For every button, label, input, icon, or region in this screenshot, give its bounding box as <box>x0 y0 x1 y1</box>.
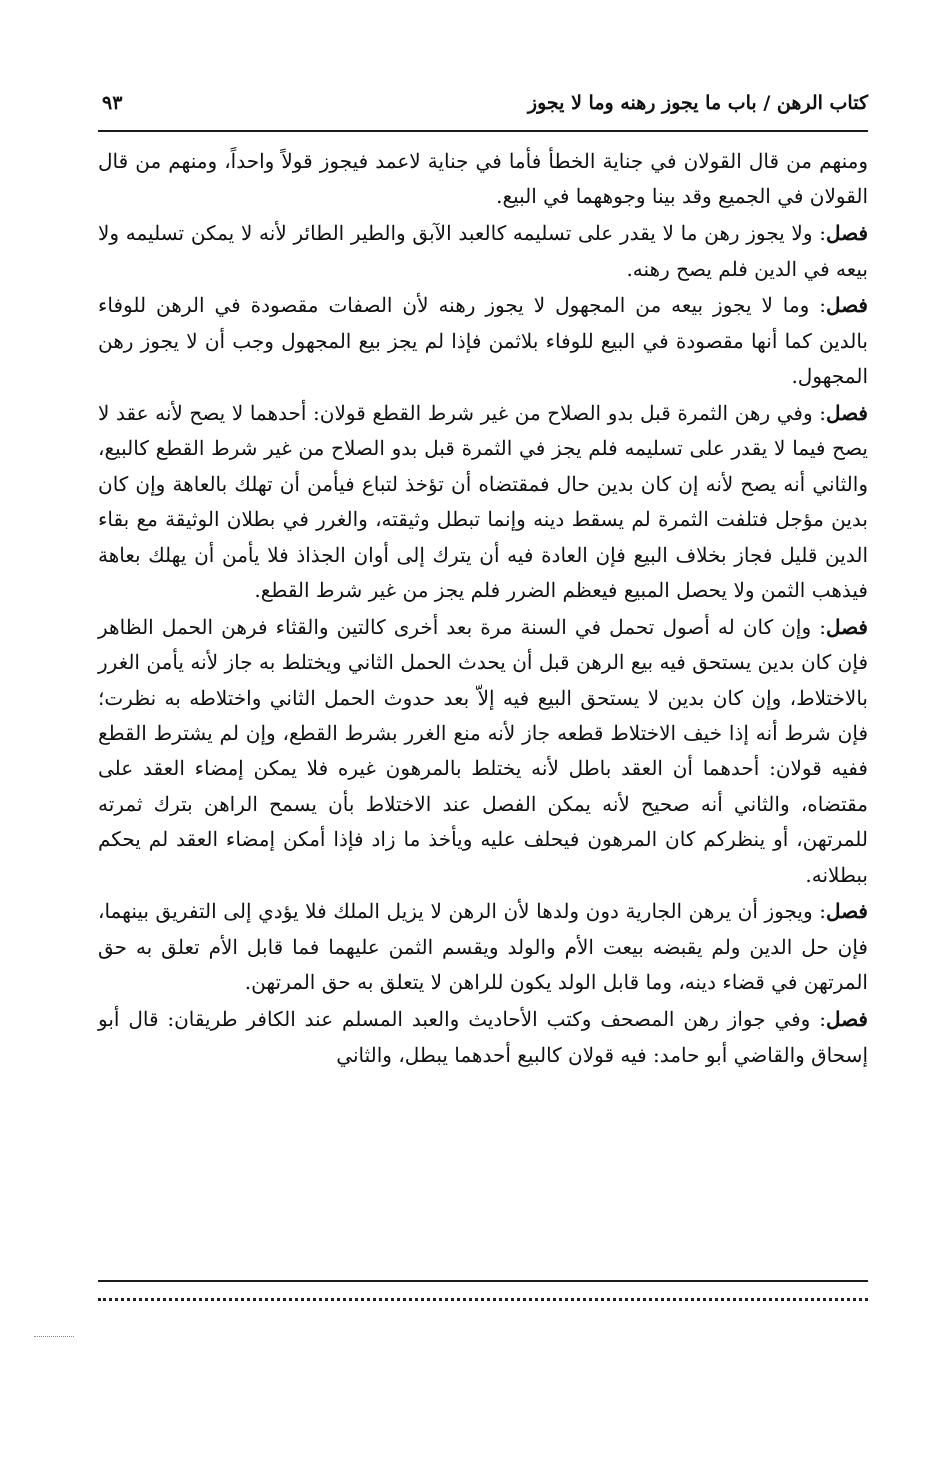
scan-mark <box>34 1336 74 1337</box>
footnote-divider <box>98 1280 868 1282</box>
paragraph-fasl <box>98 1002 868 1073</box>
paragraph-fasl <box>98 894 868 1000</box>
page-number: ٩٣ <box>102 92 123 114</box>
paragraph-text: ومنهم من قال القولان في جناية الخطأ فأما في جناية لاعمد فيجوز قولاً واحداً، ومنهم من قال القولان في الجميع وقد بينا وجوههما في البيع. <box>98 149 868 209</box>
paragraph-continuation <box>98 144 868 215</box>
paragraph-fasl <box>98 610 868 893</box>
section-label: فصل <box>825 899 868 924</box>
paragraph-text: : وإن كان له أصول تحمل في السنة مرة بعد أخرى كالتين والقثاء فرهن الحمل الظاهر فإن كان بدين يستحق فيه بيع الرهن قبل أن يحدث الحمل الثاني ويختلط به جاز لأنه يأمن الغرر بالاختلاط، وإن كان بدين لا يستحق البيع فيه إلاّ بعد حدوث الحمل الثاني واختلاطه به نظرت؛ فإن شرط أنه إذا خيف الاختلاط قطعه جاز لأنه منع الغرر بشرط القطع، وإن لم يشترط القطع ففيه قولان: أحدهما أن العقد باطل لأنه يختلط بالمرهون غيره فلا يمكن إمضاء العقد على مقتضاه، والثاني أنه صحيح لأنه يمكن الفصل عند الاختلاط بأن يسمح الراهن بترك ثمرته للمرتهن، أو ينظركم كان المرهون فيحلف عليه ويأخذ ما زاد فإذا أمكن إمضاء العقد لم يحكم ببطلانه. <box>98 614 868 887</box>
main-text <box>98 144 868 1073</box>
page-header <box>98 82 868 132</box>
section-label: فصل <box>825 293 868 318</box>
book-page <box>98 82 868 1382</box>
section-label: فصل <box>825 221 869 246</box>
running-head: كتاب الرهن / باب ما يجوز رهنه وما لا يجوز <box>527 92 868 114</box>
paragraph-text: : ولا يجوز رهن ما لا يقدر على تسليمه كالعبد الآبق والطير الطائر لأنه لا يمكن تسليمه ولا بيعه في الدين فلم يصح رهنه. <box>98 221 868 281</box>
section-label: فصل <box>825 614 868 639</box>
paragraph-fasl <box>98 396 868 608</box>
paragraph-text: : وما لا يجوز بيعه من المجهول لا يجوز رهنه لأن الصفات مقصودة في الرهن للوفاء بالدين كما أنها مقصودة في البيع للوفاء بلاثمن فإذا لم يجز بيع المجهول وجب أن لا يجوز رهن المجهول. <box>98 293 868 389</box>
section-label: فصل <box>825 1007 868 1032</box>
paragraph-fasl <box>98 216 868 287</box>
paragraph-fasl <box>98 288 868 394</box>
section-label: فصل <box>825 401 868 426</box>
footnote-dotted-line <box>98 1298 868 1321</box>
paragraph-text: : ويجوز أن يرهن الجارية دون ولدها لأن الرهن لا يزيل الملك فلا يؤدي إلى التفريق بينهما، فإن حل الدين ولم يقبضه بيعت الأم والولد ويقسم الثمن عليهما فما قابل الأم تعلق به حق المرتهن في قضاء دينه، وما قابل الولد يكون للراهن لا يتعلق به حق المرتهن. <box>98 899 868 995</box>
paragraph-text: : وفي جواز رهن المصحف وكتب الأحاديث والعبد المسلم عند الكافر طريقان: قال أبو إسحاق والقاضي أبو حامد: فيه قولان كالبيع أحدهما يبطل، والثاني <box>98 1007 868 1067</box>
paragraph-text: : وفي رهن الثمرة قبل بدو الصلاح من غير شرط القطع قولان: أحدهما لا يصح لأنه عقد لا يصح فيما لا يقدر على تسليمه فلم يجز في الثمرة قبل بدو الصلاح من غير شرط القطع كالبيع، والثاني أنه يصح لأنه إن كان بدين حال فمقتضاه أن تؤخذ لتباع فيأمن أن تهلك بالعاهة وإن كان بدين مؤجل فتلفت الثمرة لم يسقط دينه وإنما تبطل وثيقته، والغرر في بطلان الوثيقة مع بقاء الدين قليل فجاز بخلاف البيع فإن العادة فيه أن يترك إلى أوان الجذاذ فلا يأمن أن يهلك بعاهة فيذهب الثمن ولا يحصل المبيع فيعظم الضرر فلم يجز من غير شرط القطع. <box>98 401 868 603</box>
